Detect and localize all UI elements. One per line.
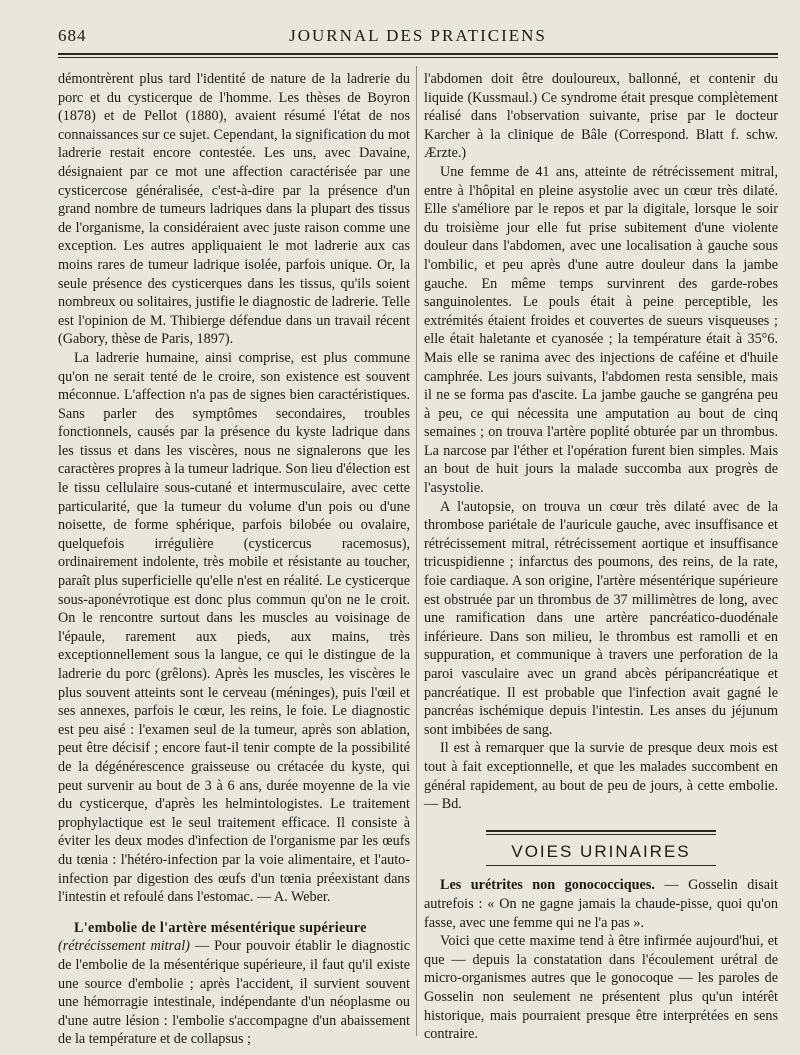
- article-heading: [58, 919, 410, 1049]
- paragraph: A l'autopsie, on trouva un cœur très dilaté avec de la thrombose pariétale de l'auricule gauche, avec insuffisance et rétrécissement mitral, rétrécissement aortique et insuffisance tricuspidienne ; infarctus des poumons, des reins, de la rate, foie cardiaque. A son origine, l'artère mésentérique supérieure est obstruée par un thrombus de 37 millimètres de long, avec une ramification dans une artère pancréatico-duodénale inférieure. Dans son milieu, le thrombus est ramolli et en suppuration, et communique à travers une perforation de la paroi vasculaire avec un grand abcès péripancréatique et pancréatique. Il est probable que l'infection avait gagné le pancréas ischémique depuis l'intestin. Les anses du jéjunum sont imbibées de sang.: [424, 498, 778, 738]
- paragraph: démontrèrent plus tard l'identité de nature de la ladrerie du porc et du cysticerque de l'homme. Les thèses de Boyron (1878) et de Pellot (1880), avaient résumé l'état de nos connaissances sur ce sujet. Cependant, la signification du mot ladrerie restait encore contestée. Les uns, avec Davaine, désignaient par ce mot une affection caractérisée par une cysticercose généralisée, c'est-à-dire par la présence d'un grand nombre de tumeurs ladriques dans la plupart des tissus de l'organisme, la considéraient avec juste raison comme une exception. Les autres appliquaient le mot ladrerie aux cas moins rares de tumeur ladrique isolée, parfois unique. Or, la seule présence des cysticerques dans les tissus, qu'ils soient nombreux ou solitaires, justifie le diagnostic de ladrerie. Telle est l'opinion de M. Thibierge défendue dans un travail récent (Gabory, thèse de Paris, 1897).: [58, 71, 410, 348]
- paragraph: — Gosselin disait autrefois : « On ne gagne jamais la chaude-pisse, quoi qu'on fasse, avec une femme qui ne l'a pas ».: [424, 877, 778, 931]
- column-divider: [416, 66, 417, 1036]
- paragraph: l'abdomen doit être douloureux, ballonné, et contenir du liquide (Kussmaul.) Ce syndrome était presque complètement réalisé dans l'observation suivante, prise par le docteur Karcher à la clinique de Bâle (Correspond. Blatt f. schw. Ærzte.): [424, 71, 778, 162]
- paragraph: Une femme de 41 ans, atteinte de rétrécissement mitral, entre à l'hôpital en pleine asystolie avec un cœur très dilaté. Elle s'améliore par le repos et par la digitale, lorsque le soir du troisième jour elle fut prise subitement d'une violente douleur dans l'abdomen, avec une localisation à gauche sous l'ombilic, et peu après d'une autre douleur dans la jambe gauche. En même temps survinrent des garde-robes sanguinolentes. Le pouls était à peine perceptible, les extrémités étaient froides et couvertes de sueurs visqueuses ; elle était haletante et cyanosée ; la température était à 35°6. Mais elle se ranima avec des injections de caféine et d'huile camphrée. Les jours suivants, l'abdomen resta sensible, mais il ne se forma pas d'ascite. La jambe gauche se gangréna peu à peu, ce qui nécessita une amputation au bout de cinq semaines ; on trouva l'artère poplité obturée par un thrombus. La narcose par l'éther et l'opération furent bien simples. Mais an bout de huit jours la malade succomba aux progrès de l'asystolie.: [424, 163, 778, 497]
- page-header: [58, 26, 778, 50]
- paragraph: Voici que cette maxime tend à être infirmée aujourd'hui, et que — depuis la constatation dans l'écoulement urétral de micro-organismes autres que le gonocoque — les paroles de Gosselin non seulement ne présentent plus qu'un intérêt historique, mais pourraient presque être interprétées en sens contraire.: [424, 933, 778, 1043]
- paragraph: — Pour pouvoir établir le diagnostic de l'embolie de la mésentérique supérieure, il faut qu'il existe une source d'embolie ; après l'accident, il survient souvent une hémorragie intestinale, indépendante d'un néoplasme ou d'une autre lésion : l'embolie s'accompagne d'un abaissement de la température et de collapsus ;: [58, 938, 410, 1048]
- right-column: [424, 70, 778, 1044]
- page-number: 684: [58, 26, 87, 45]
- section-rule: [486, 830, 716, 835]
- journal-title: JOURNAL DES PRATICIENS: [289, 26, 547, 45]
- paragraph: Il est à remarquer que la survie de presque deux mois est tout à fait exceptionnelle, et que les malades succombent en général rapidement, au bout de peu de jours, à cette embolie. — Bd.: [424, 740, 778, 813]
- article-heading: [424, 876, 778, 932]
- article-subtitle: (rétrécissement mitral): [58, 938, 190, 955]
- header-rule: [58, 53, 778, 55]
- header-rule-thin: [58, 57, 778, 58]
- section-rule-bottom: [486, 865, 716, 866]
- article-title: Les urétrites non gonococciques.: [440, 877, 655, 894]
- section-title: VOIES URINAIRES: [511, 841, 691, 861]
- left-column: [58, 70, 410, 1049]
- paragraph: La ladrerie humaine, ainsi comprise, est plus commune qu'on ne serait tenté de le croire, son existence est souvent méconnue. L'affection n'a pas de signes bien caractéristiques. Sans parler des symptômes secondaires, troubles fonctionnels, causés par la présence du kyste ladrique dans les tissus et dans les viscères, nous ne signalerons que les caractères propres à la tumeur ladrique. Son lieu d'élection est le tissu cellulaire sous-cutané et intermusculaire, avec cette particularité, que la tumeur du volume d'un pois ou d'une noisette, de forme sphérique, parfois bilobée ou ovalaire, quelquefois irrégulière (cysticercus racemosus), ordinairement indolente, très mobile et résistante au toucher, paraît plus superficielle qu'elle n'est en réalité. Le cysticerque sous-aponévrotique est donc plus commun qu'on ne le croit. On le rencontre surtout dans les muscles au voisinage de l'épaule, rarement aux pieds, aux mains, très exceptionnellement sous la langue, ce qui le distingue de la ladrerie du porc (grêlons). Après les muscles, les viscères le plus souvent atteints sont le cerveau (méninges), puis l'œil et ses annexes, parfois le cœur, les reins, le foie. Le diagnostic est peu aisé : l'examen seul de la tumeur, après son ablation, peut être décisif ; encore faut-il tenir compte de la possibilité de la dégénérescence graisseuse ou crétacée du kyste, qui peut survenir au bout de 3 à 6 ans, durée moyenne de la vie du cysticerque, d'après les helmintologistes. Le traitement prophylactique est le seul traitement efficace. Il consiste à éviter les deux modes d'infection de l'organisme par les œufs du tœnia : l'hétéro-infection par la voie alimentaire, et l'auto-infection par digestion des œufs d'un tœnia préexistant dans l'intestin et refoulé dans l'estomac. — A. Weber.: [58, 349, 410, 906]
- article-title: L'embolie de l'artère mésentérique supérieure: [74, 919, 367, 936]
